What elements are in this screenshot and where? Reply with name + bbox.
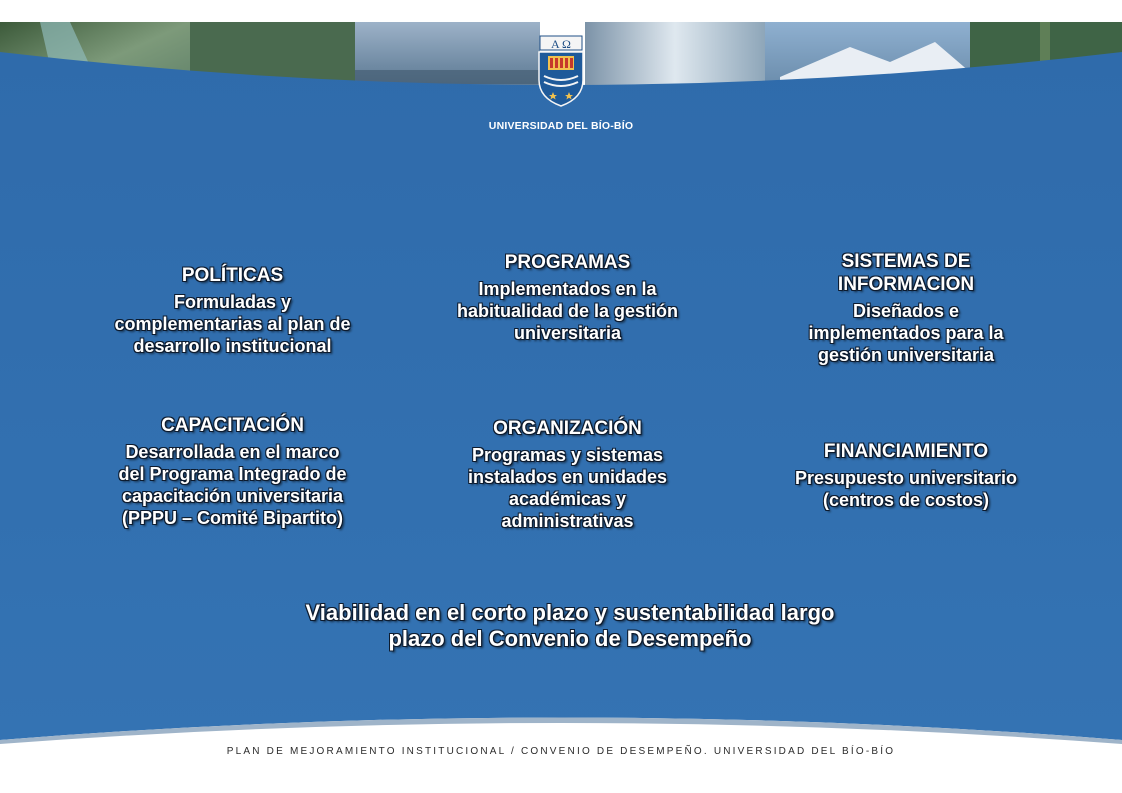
block-text-line: complementarias al plan de [114,314,351,334]
block-text-line: Implementados en la [478,279,657,299]
block-politicas [75,264,390,357]
block-text-line: del Programa Integrado de [118,464,347,484]
block-text-line: Desarrollada en el marco [125,442,340,462]
block-text-line: capacitación universitaria [121,486,344,506]
block-text-line: Formuladas y [173,292,292,312]
conclusion-line: Viabilidad en el corto plazo y sustentabilidad largo [305,600,835,625]
block-text-line: Programas y sistemas [471,445,664,465]
block-text-line: gestión universitaria [817,345,995,365]
block-text-line: universitaria [513,323,622,343]
block-programas [415,251,720,344]
block-text-line: Presupuesto universitario [794,468,1018,488]
block-text-line: instalados en unidades [467,467,668,487]
block-title: PROGRAMAS [504,252,631,273]
block-capacitacion [80,414,385,529]
block-sistemas-informacion [760,250,1052,366]
block-title: FINANCIAMIENTO [823,441,989,462]
block-text-line: Diseñados e [852,301,960,321]
block-title-line: SISTEMAS DE [841,251,971,272]
conclusion-line: plazo del Convenio de Desempeño [388,626,752,651]
university-logo [536,34,586,108]
block-financiamiento [755,440,1057,511]
university-name: UNIVERSIDAD DEL BÍO-BÍO [488,120,634,132]
block-text-line: desarrollo institucional [133,336,332,356]
block-title: POLÍTICAS [181,265,284,286]
block-text-line: implementados para la [808,323,1004,343]
block-text-line: administrativas [501,511,634,531]
svg-text:A Ω: A Ω [551,37,571,51]
block-text-line: académicas y [508,489,627,509]
footer-text: PLAN DE MEJORAMIENTO INSTITUCIONAL / CONVENIO DE DESEMPEÑO. UNIVERSIDAD DEL BÍO-BÍO [226,746,896,757]
block-organizacion [420,417,715,532]
block-title: ORGANIZACIÓN [493,418,642,439]
block-title: CAPACITACIÓN [161,415,304,436]
block-text-line: (PPPU – Comité Bipartito) [121,508,344,528]
block-text-line: habitualidad de la gestión [456,301,679,321]
block-text-line: (centros de costos) [822,490,990,510]
conclusion-statement [200,600,940,652]
block-title-line: INFORMACION [837,274,975,295]
